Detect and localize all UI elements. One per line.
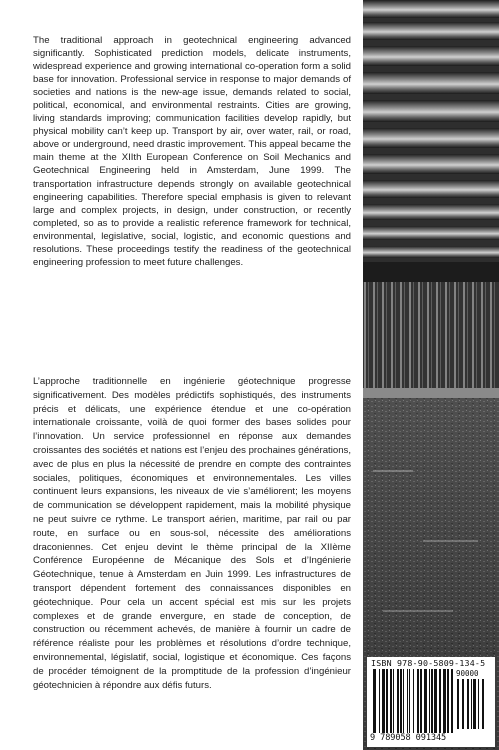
barcode-bar [379, 669, 380, 733]
ean5-digits: 90000 [456, 669, 479, 678]
barcode-bar [434, 669, 437, 733]
barcode-bar [467, 679, 469, 729]
ean13-barcode-graphic [373, 669, 455, 733]
barcode-bar [390, 669, 392, 733]
barcode-bar [413, 669, 414, 733]
french-paragraph: L’approche traditionnelle en ingénierie géotechnique progresse significativement. Des modèles prédictifs sophistiqués, des instruments précis et délicats, une expérience étendue et une co-opération internationale croissante, voilà de quoi former des bases solides pour l’innovation. Un service professionnel en réponse aux demandes croissantes des sociétés et nations est l’enjeu des prochaines générations, avec de plus en plus la nécessité de prendre en compte des contraintes sociales, politiques, économiques et environnementales. Les villes continuent leurs expansions, les niveaux de vie s’améliorent; les moyens de communication se développent rapidement, mais la mobilité physique ne peut suivre ce rythme. Le transport aérien, maritime, par rail ou par route, en surface ou en sous-sol, nécessite des améliorations draconiennes. Cet enjeu devint le thème principal de la XIIème Conférence Européenne de Mécanique des Sols et d’Ingénierie Géotechnique, tenue à Amsterdam en Juin 1999. Les infrastructures de transport dépendent fortement des connaissances disponibles en géotechnique. Pour cela un accent spécial est mis sur les projets complexes et de grande envergure, en stade de conception, de construction ou récemment achevés, de manière à fournir un cadre de référence réaliste pour les problèmes et résolutions d’ordre technique, environnemental, législatif, social, logistique et économique. Ces façons de procéder témoignent de la promptitude de la profession d’ingénieur géotechnicien à répondre aux défis futurs. [33, 376, 351, 691]
barcode-bar [407, 669, 408, 733]
barcode-bar [451, 669, 453, 733]
barcode-bar [386, 669, 388, 733]
barcode-bar [478, 679, 479, 729]
cover-photo-strip [363, 0, 499, 750]
barcode-block [367, 657, 495, 747]
barcode-bar [417, 669, 419, 733]
barcode-bar [473, 679, 476, 729]
barcode-bar [424, 669, 427, 733]
barcode-bar [373, 669, 376, 733]
barcode-bar [409, 669, 410, 733]
barcode-bar [393, 669, 394, 733]
construction-photo [363, 0, 499, 750]
barcode-bar [382, 669, 385, 733]
isbn-label: ISBN 978-90-5809-134-5 [371, 658, 486, 668]
barcode-bar [403, 669, 404, 733]
ean5-barcode-graphic [457, 679, 487, 729]
barcode-bar [431, 669, 433, 733]
barcode-bar [420, 669, 422, 733]
ean13-digits: 9 789058 091345 [370, 733, 447, 743]
barcode-bar [443, 669, 446, 733]
barcode-bar [429, 669, 430, 733]
english-paragraph: The traditional approach in geotechnical engineering advanced significantly. Sophisticated prediction models, delicate instruments, widespread experience and growing international co-operation form a solid base for innovation. Professional service in response to major demands of societies and nations is the new-age issue, demands related to social, political, economical, and environmental restraints. Cities are growing, living standards improving; communication facilities develop rapidly, but physical mobility can’t keep up. Transport by air, over water, rail, or road, above or underground, need drastic improvement. This appeal became the main theme at the XIIth European Conference on Soil Mechanics and Geotechnical Engineering held in Amsterdam, June 1999. The transportation infrastructure depends strongly on available geotechnical engineering capabilities. Therefore special emphasis is given to relevant large and complex projects, in design, under construction, or recently completed, so as to provide a realistic reference framework for technical, environmental, legislative, social, logistic, and economic questions and resolutions. These proceedings testify the readiness of the geotechnical engineering profession to meet future challenges. [33, 35, 351, 268]
barcode-bar [471, 679, 472, 729]
barcode-bar [439, 669, 441, 733]
barcode-bar [400, 669, 402, 733]
barcode-bar [462, 679, 464, 729]
barcode-bar [457, 679, 459, 729]
barcode-bar [482, 679, 484, 729]
barcode-bar [397, 669, 399, 733]
barcode-bar [447, 669, 449, 733]
